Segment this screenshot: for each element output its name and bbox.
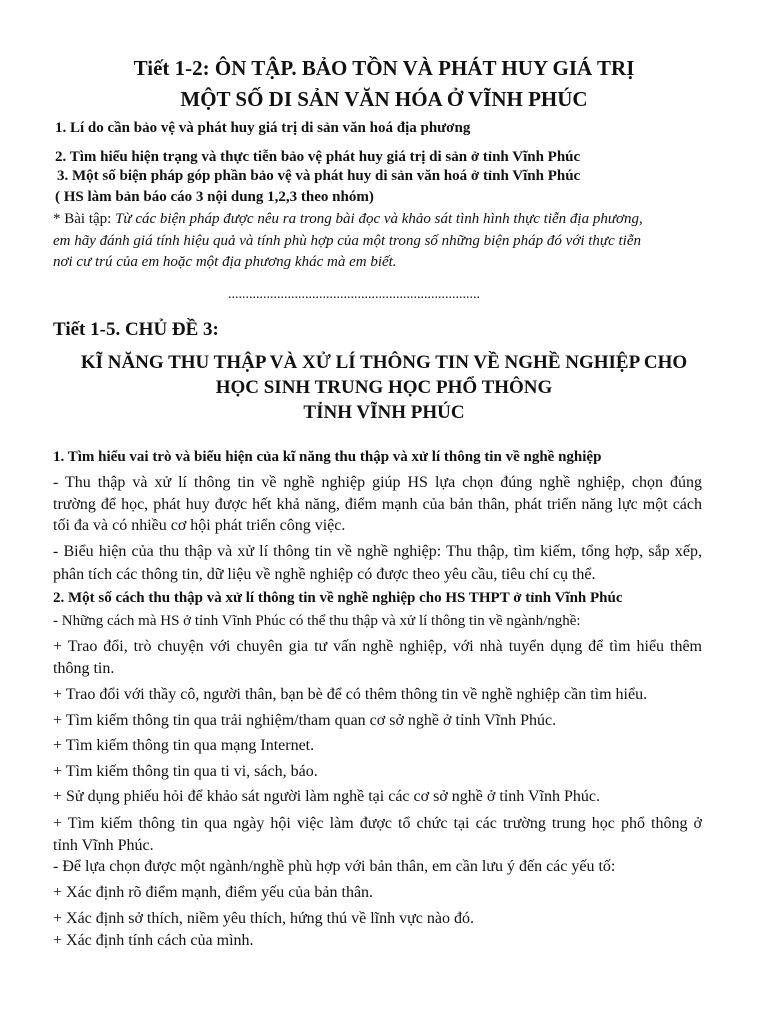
part2-line-2: + Trao đổi, trò chuyện với chuyên gia tư vấn nghề nghiệp, với nhà tuyển dụng để tìm hiểu thêm: [53, 638, 702, 655]
topic-title-line1: KĨ NĂNG THU THẬP VÀ XỬ LÍ THÔNG TIN VỀ NGHỀ NGHIỆP CHO: [80, 352, 688, 373]
section1-item-1: 1. Lí do cần bảo vệ và phát huy giá trị di sản văn hoá địa phương: [55, 120, 471, 136]
topic-title-line2: HỌC SINH TRUNG HỌC PHỔ THÔNG: [215, 377, 553, 398]
part2-line-5: + Tìm kiếm thông tin qua trải nghiệm/tham quan cơ sở nghề ở tỉnh Vĩnh Phúc.: [53, 712, 557, 729]
part1-heading: 1. Tìm hiểu vai trò và biểu hiện của kĩ năng thu thập và xử lí thông tin về nghề nghiệp: [53, 449, 602, 465]
part2-line-7: + Tìm kiếm thông tin qua ti vi, sách, báo.: [53, 763, 318, 780]
lesson-title-line2: MỘT SỐ DI SẢN VĂN HÓA Ở VĨNH PHÚC: [180, 87, 588, 111]
part2-line-9: + Tìm kiếm thông tin qua ngày hội việc làm được tổ chức tại các trường trung học phổ thông ở: [53, 815, 702, 832]
lesson-title-line1: Tiết 1-2: ÔN TẬP. BẢO TỒN VÀ PHÁT HUY GIÁ TRỊ: [133, 56, 635, 80]
part2-line-3: thông tin.: [53, 660, 115, 677]
part2-line-1: - Những cách mà HS ở tỉnh Vĩnh Phúc có thể thu thập và xử lí thông tin về ngành/nghề:: [53, 613, 581, 629]
part1-line-5: phân tích các thông tin, dữ liệu về nghề nghiệp có được theo yêu cầu, tiêu chí cụ thể.: [53, 566, 596, 583]
exercise-line-2: em hãy đánh giá tính hiệu quả và tính phù hợp của một trong số những biện pháp đó với thực tiễn: [53, 233, 642, 249]
part2-line-14: + Xác định tính cách của mình.: [53, 932, 254, 949]
topic-heading: Tiết 1-5. CHỦ ĐỀ 3:: [53, 319, 219, 340]
topic-title-line3: TỈNH VĨNH PHÚC: [303, 402, 465, 423]
exercise-label: * Bài tập:: [53, 211, 112, 227]
exercise-line-3: nơi cư trú của em hoặc một địa phương khác mà em biết.: [53, 254, 397, 270]
part1-line-4: - Biểu hiện của thu thập và xử lí thông tin về nghề nghiệp: Thu thập, tìm kiếm, tổng hợp, sắp xếp,: [53, 543, 702, 560]
section1-item-3: 3. Một số biện pháp góp phần bảo vệ và phát huy di sản văn hoá ở tỉnh Vĩnh Phúc: [57, 168, 581, 184]
exercise-text-1: Từ các biện pháp được nêu ra trong bài đọc và khảo sát tình hình thực tiễn địa phương,: [115, 211, 643, 227]
part2-line-8: + Sử dụng phiếu hỏi để khảo sát người làm nghề tại các cơ sở nghề ở tỉnh Vĩnh Phúc.: [53, 788, 600, 805]
separator-dots: ........................................................................: [228, 287, 480, 302]
part2-line-11: - Để lựa chọn được một ngành/nghề phù hợp với bản thân, em cần lưu ý đến các yếu tố:: [53, 858, 616, 875]
part2-line-13: + Xác định sở thích, niềm yêu thích, hứng thú về lĩnh vực nào đó.: [53, 910, 474, 927]
section1-item-2: 2. Tìm hiểu hiện trạng và thực tiễn bảo vệ phát huy giá trị di sản ở tỉnh Vĩnh Phúc: [55, 149, 581, 165]
part2-line-10: tỉnh Vĩnh Phúc.: [53, 837, 154, 854]
part2-line-12: + Xác định rõ điểm mạnh, điểm yếu của bản thân.: [53, 884, 374, 901]
section1-note: ( HS làm bản báo cáo 3 nội dung 1,2,3 theo nhóm): [55, 189, 374, 205]
part1-line-1: - Thu thập và xử lí thông tin về nghề nghiệp giúp HS lựa chọn đúng nghề nghiệp, chọn đúng: [53, 474, 702, 491]
part1-line-2: trường để học, phát huy được hết khả năng, điểm mạnh của bản thân, phát triển năng lực một cách: [53, 496, 702, 513]
part1-line-3: tối đa và có nhiều cơ hội phát triển công việc.: [53, 517, 346, 534]
part2-line-4: + Trao đổi với thầy cô, người thân, bạn bè để có thêm thông tin về nghề nghiệp cần tìm hiểu.: [53, 686, 648, 703]
exercise-line-1: [53, 211, 643, 228]
part2-heading: 2. Một số cách thu thập và xử lí thông tin về nghề nghiệp cho HS THPT ở tỉnh Vĩnh Phúc: [53, 590, 623, 606]
part2-line-6: + Tìm kiếm thông tin qua mạng Internet.: [53, 737, 315, 754]
